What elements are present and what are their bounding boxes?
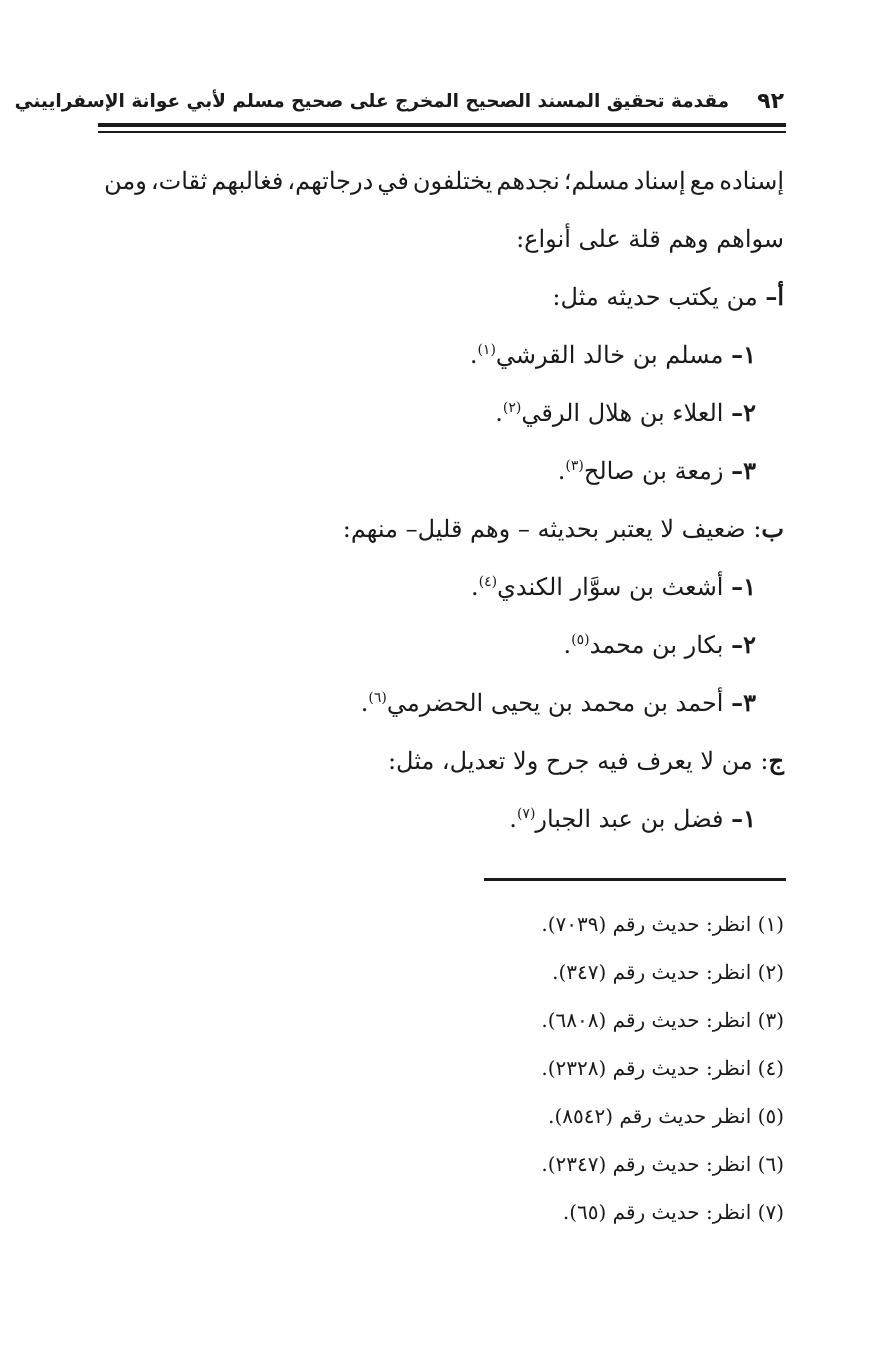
paragraph-line-2: سواهم وهم قلة على أنواع: <box>516 225 784 253</box>
word: درجاتهم، <box>287 167 374 195</box>
footnote-ref[interactable]: (٦) <box>368 690 387 706</box>
list-item <box>104 442 784 500</box>
item-text: أشعث بن سوَّار الكندي <box>497 573 732 601</box>
footnote: (٦) انظر: حديث رقم (٢٣٤٧). <box>541 1152 784 1176</box>
footnotes <box>284 900 784 1236</box>
item-number: ٢– <box>731 398 756 427</box>
footnote: (٧) انظر: حديث رقم (٦٥). <box>562 1200 784 1224</box>
paragraph-line-1 <box>104 152 784 210</box>
footnote-ref[interactable]: (٥) <box>571 632 590 648</box>
word: ومن <box>104 167 147 195</box>
list-item <box>104 384 784 442</box>
section-c-marker: ج <box>768 746 784 775</box>
page-number: ٩٢ <box>757 88 784 114</box>
word: في <box>377 167 409 195</box>
item-end: . <box>495 399 503 427</box>
footnote: (٢) انظر: حديث رقم (٣٤٧). <box>552 960 784 984</box>
section-a-text: من يكتب حديثه مثل: <box>552 283 766 311</box>
footnote-separator <box>484 878 786 881</box>
list-item <box>104 790 784 848</box>
word: مع <box>689 167 716 195</box>
word: إسناده <box>719 167 784 195</box>
item-text: أحمد بن محمد بن يحيى الحضرمي <box>386 689 732 717</box>
item-number: ١– <box>731 804 756 833</box>
list-item <box>104 326 784 384</box>
list-item <box>104 674 784 732</box>
item-number: ٢– <box>731 630 756 659</box>
header-rule-thin <box>98 131 786 133</box>
section-a-heading <box>104 268 784 326</box>
list-item <box>104 558 784 616</box>
footnote: (٣) انظر: حديث رقم (٦٨٠٨). <box>541 1008 784 1032</box>
running-header-title: مقدمة تحقيق المسند الصحيح المخرج على صحيح مسلم لأبي عوانة الإسفراييني <box>14 90 730 112</box>
item-number: ٣– <box>731 456 756 485</box>
list-item <box>104 616 784 674</box>
word: مسلم؛ <box>563 167 630 195</box>
item-text: العلاء بن هلال الرقي <box>521 399 732 427</box>
item-end: . <box>509 805 517 833</box>
item-text: زمعة بن صالح <box>583 457 732 485</box>
item-end: . <box>557 457 566 485</box>
footnote-ref[interactable]: (٧) <box>516 806 536 822</box>
word: يختلفون <box>412 167 493 195</box>
word: نجدهم <box>496 167 560 195</box>
item-number: ١– <box>731 572 756 601</box>
section-c-heading <box>104 732 784 790</box>
footnote-ref[interactable]: (١) <box>477 342 496 358</box>
footnote: (٥) انظر حديث رقم (٨٥٤٢). <box>548 1104 784 1128</box>
item-text: مسلم بن خالد القرشي <box>495 341 732 369</box>
item-text: فضل بن عبد الجبار <box>535 805 732 833</box>
section-b-heading <box>104 500 784 558</box>
footnote: (٤) انظر: حديث رقم (٢٣٢٨). <box>541 1056 784 1080</box>
word: إسناد <box>633 167 686 195</box>
item-end: . <box>469 341 478 369</box>
item-end: . <box>470 573 479 601</box>
item-end: . <box>360 689 369 717</box>
section-b-text: : ضعيف لا يعتبر بحديثه – وهم قليل– منهم: <box>342 515 762 543</box>
footnote-ref[interactable]: (٢) <box>502 400 522 416</box>
word: ثقات، <box>150 167 208 195</box>
item-end: . <box>563 631 572 659</box>
header-rule-thick <box>98 123 786 127</box>
footnote-ref[interactable]: (٣) <box>565 458 584 474</box>
section-a-marker: أ– <box>765 282 784 311</box>
item-number: ٣– <box>731 688 756 717</box>
main-text <box>104 152 784 848</box>
section-c-text: : من لا يعرف فيه جرح ولا تعديل، مثل: <box>387 747 769 775</box>
item-number: ١– <box>731 340 756 369</box>
item-text: بكار بن محمد <box>589 631 732 659</box>
footnote: (١) انظر: حديث رقم (٧٠٣٩). <box>541 912 784 936</box>
section-b-marker: ب <box>761 514 784 543</box>
running-header <box>14 84 784 118</box>
word: فغالبهم <box>211 167 284 195</box>
footnote-ref[interactable]: (٤) <box>478 574 498 590</box>
